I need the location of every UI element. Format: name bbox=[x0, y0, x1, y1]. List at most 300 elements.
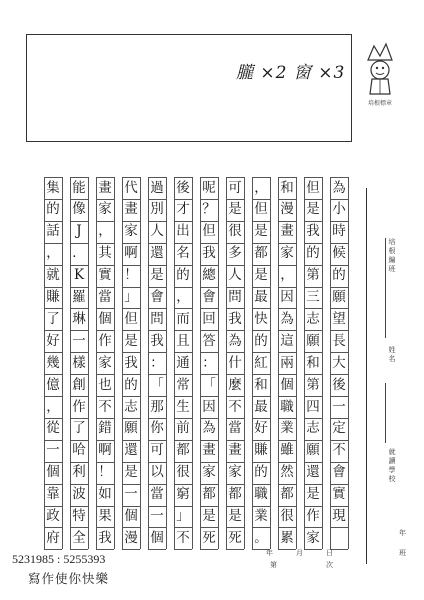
grid-line bbox=[166, 177, 167, 549]
essay-char: K bbox=[73, 267, 85, 284]
grid-line bbox=[122, 549, 140, 550]
essay-char: ． bbox=[72, 245, 86, 262]
essay-char: 話 bbox=[46, 223, 60, 240]
essay-char: 為 bbox=[202, 420, 216, 437]
grid-line bbox=[330, 396, 348, 397]
grid-line bbox=[96, 352, 114, 353]
grid-line bbox=[44, 440, 62, 441]
grid-line bbox=[96, 287, 114, 288]
essay-char: 志 bbox=[306, 420, 320, 437]
essay-char: 能 bbox=[72, 179, 86, 196]
grid-line bbox=[226, 440, 244, 441]
grid-line bbox=[226, 506, 244, 507]
essay-char: 當 bbox=[98, 289, 112, 305]
grid-line bbox=[252, 308, 270, 309]
essay-char: ： bbox=[202, 354, 216, 371]
essay-char: 樣 bbox=[72, 354, 86, 371]
grid-line bbox=[148, 221, 166, 222]
grid-line bbox=[200, 374, 218, 375]
essay-char: 長 bbox=[332, 332, 346, 349]
grid-line bbox=[174, 352, 192, 353]
grid-line bbox=[200, 199, 218, 200]
grid-line bbox=[44, 221, 62, 222]
footer-month: 月 bbox=[296, 549, 303, 557]
grid-line bbox=[174, 396, 192, 397]
essay-char: 最 bbox=[254, 289, 268, 305]
grid-line bbox=[70, 506, 88, 507]
essay-char: 作 bbox=[306, 508, 320, 524]
essay-char: 前 bbox=[176, 420, 190, 437]
essay-char: 創 bbox=[72, 376, 86, 393]
grid-line bbox=[304, 440, 322, 441]
grid-line bbox=[278, 330, 296, 331]
grid-line bbox=[200, 527, 218, 528]
essay-char: 死 bbox=[228, 529, 242, 546]
essay-char: 和 bbox=[280, 179, 294, 196]
grid-line bbox=[322, 177, 323, 549]
essay-char: 且 bbox=[176, 332, 190, 349]
essay-char: ， bbox=[254, 179, 268, 196]
grid-line bbox=[200, 221, 218, 222]
grid-line bbox=[330, 177, 348, 178]
essay-char: ， bbox=[46, 398, 60, 415]
essay-char: 人 bbox=[150, 223, 164, 240]
grid-line bbox=[304, 527, 322, 528]
grid-line bbox=[174, 462, 192, 463]
essay-char: 生 bbox=[176, 398, 190, 415]
essay-char: 一 bbox=[124, 486, 138, 503]
essay-char: 全 bbox=[72, 529, 86, 546]
grid-line bbox=[278, 396, 296, 397]
grid-line bbox=[148, 243, 166, 244]
comment-box bbox=[26, 34, 352, 142]
essay-char: 個 bbox=[150, 529, 164, 546]
essay-char: 的 bbox=[124, 376, 138, 393]
grid-line bbox=[200, 484, 218, 485]
grid-line bbox=[200, 287, 218, 288]
grid-line bbox=[44, 549, 62, 550]
essay-char: 願 bbox=[306, 332, 320, 349]
essay-char: 當 bbox=[150, 486, 164, 503]
essay-char: 兩 bbox=[280, 354, 294, 371]
essay-char: 為 bbox=[332, 179, 346, 196]
essay-char: 億 bbox=[46, 376, 60, 393]
grid-line bbox=[70, 308, 88, 309]
grid-line bbox=[226, 308, 244, 309]
essay-char: 最 bbox=[254, 398, 268, 415]
grid-line bbox=[122, 418, 140, 419]
essay-char: ， bbox=[280, 267, 294, 284]
slogan: 寫作使你快樂 bbox=[28, 571, 110, 586]
grid-line bbox=[278, 265, 296, 266]
essay-char: 漫 bbox=[280, 201, 294, 218]
grid-line bbox=[330, 418, 348, 419]
essay-char: 代 bbox=[124, 179, 138, 196]
essay-char: 「 bbox=[202, 376, 216, 393]
grid-line bbox=[148, 199, 166, 200]
grid-line bbox=[70, 352, 88, 353]
essay-char: 才 bbox=[176, 201, 190, 218]
grid-line bbox=[278, 199, 296, 200]
grid-line bbox=[174, 265, 192, 266]
essay-char: 職 bbox=[280, 398, 294, 415]
essay-char: 都 bbox=[176, 442, 190, 459]
essay-char: 總 bbox=[202, 267, 216, 284]
info-panel bbox=[366, 188, 407, 564]
essay-char: 的 bbox=[254, 464, 268, 481]
essay-char: 很 bbox=[280, 508, 294, 524]
phone-numbers: 5231985 : 5255393 bbox=[12, 552, 106, 566]
grid-line bbox=[44, 308, 62, 309]
essay-char: 是 bbox=[124, 332, 138, 349]
essay-char: 三 bbox=[306, 289, 320, 305]
grid-line bbox=[122, 484, 140, 485]
essay-char: 都 bbox=[202, 486, 216, 503]
essay-char: 定 bbox=[332, 420, 346, 437]
essay-char: 出 bbox=[176, 223, 190, 240]
essay-char: ： bbox=[150, 354, 164, 371]
essay-char: ！ bbox=[98, 464, 112, 481]
essay-char: 職 bbox=[254, 486, 268, 503]
writing-grid bbox=[44, 177, 356, 550]
essay-char: 志 bbox=[306, 310, 320, 327]
grid-line bbox=[226, 418, 244, 419]
essay-char: 時 bbox=[332, 223, 346, 240]
essay-char: 快 bbox=[254, 310, 268, 327]
essay-char: 畫 bbox=[124, 201, 138, 218]
grid-line bbox=[122, 396, 140, 397]
grid-line bbox=[122, 527, 140, 528]
essay-char: 都 bbox=[228, 486, 242, 503]
grid-line bbox=[96, 506, 114, 507]
grid-line bbox=[252, 221, 270, 222]
essay-char: 麼 bbox=[228, 376, 242, 393]
grid-line bbox=[304, 265, 322, 266]
grid-line bbox=[114, 177, 115, 549]
grid-line bbox=[96, 308, 114, 309]
grid-line bbox=[122, 308, 140, 309]
grid-line bbox=[88, 177, 89, 549]
essay-char: 如 bbox=[98, 486, 112, 503]
essay-char: 我 bbox=[124, 354, 138, 371]
grid-line bbox=[330, 440, 348, 441]
grid-line bbox=[304, 418, 322, 419]
essay-char: 別 bbox=[150, 201, 164, 218]
essay-char: 個 bbox=[46, 464, 60, 481]
essay-char: 會 bbox=[202, 289, 216, 305]
grid-line bbox=[330, 199, 348, 200]
grid-line bbox=[122, 221, 140, 222]
essay-char: 是 bbox=[228, 508, 242, 524]
grid-line bbox=[278, 506, 296, 507]
grid-line bbox=[304, 221, 322, 222]
essay-char: 不 bbox=[332, 442, 346, 459]
grid-line bbox=[304, 462, 322, 463]
essay-char: ， bbox=[176, 289, 190, 305]
grid-line bbox=[226, 527, 244, 528]
grid-line bbox=[226, 462, 244, 463]
name-label: 姓名 bbox=[388, 346, 396, 364]
essay-char: 問 bbox=[150, 310, 164, 327]
essay-char: 你 bbox=[150, 420, 164, 437]
grid-line bbox=[304, 506, 322, 507]
stamp-label: 培根標章 bbox=[367, 100, 392, 107]
essay-char: 的 bbox=[306, 245, 320, 262]
grid-line bbox=[304, 330, 322, 331]
grid-line bbox=[200, 462, 218, 463]
grid-line bbox=[96, 177, 114, 178]
essay-char: 果 bbox=[98, 508, 112, 524]
essay-char: 什 bbox=[228, 354, 242, 371]
essay-char: 就 bbox=[46, 267, 60, 284]
grid-line bbox=[330, 484, 348, 485]
grid-line bbox=[252, 287, 270, 288]
essay-char: 個 bbox=[124, 508, 138, 524]
grid-line bbox=[330, 243, 348, 244]
essay-char: 一 bbox=[46, 442, 60, 459]
grid-line bbox=[70, 549, 88, 550]
essay-char: 的 bbox=[176, 267, 190, 284]
grid-line bbox=[140, 177, 141, 549]
essay-char: 為 bbox=[228, 332, 242, 349]
essay-char: 的 bbox=[46, 201, 60, 218]
class-label: 班 bbox=[399, 549, 406, 557]
grid-line bbox=[330, 374, 348, 375]
grid-line bbox=[70, 396, 88, 397]
grid-line bbox=[44, 374, 62, 375]
essay-char: ！ bbox=[124, 267, 138, 284]
grid-line bbox=[70, 418, 88, 419]
essay-char: 啊 bbox=[124, 245, 138, 262]
essay-char: 畫 bbox=[98, 179, 112, 196]
grid-line bbox=[200, 308, 218, 309]
essay-char: 是 bbox=[306, 201, 320, 218]
grid-line bbox=[330, 506, 348, 507]
grid-line bbox=[44, 177, 62, 178]
essay-char: ， bbox=[46, 245, 60, 262]
essay-char: 作 bbox=[98, 332, 112, 349]
essay-char: 願 bbox=[124, 420, 138, 437]
grid-line bbox=[226, 243, 244, 244]
essay-char: 也 bbox=[98, 376, 112, 393]
grid-line bbox=[330, 330, 348, 331]
grid-line bbox=[174, 199, 192, 200]
grid-line bbox=[44, 527, 62, 528]
essay-char: 望 bbox=[332, 310, 346, 327]
grid-line bbox=[252, 199, 270, 200]
teacher-comment: 朧 ×2 窗 ×3 bbox=[236, 63, 346, 83]
grid-line bbox=[252, 330, 270, 331]
essay-char: 都 bbox=[254, 245, 268, 262]
grid-line bbox=[122, 462, 140, 463]
essay-char: 我 bbox=[306, 223, 320, 240]
essay-char: 個 bbox=[98, 310, 112, 327]
essay-char: 但 bbox=[254, 201, 268, 218]
grid-line bbox=[278, 221, 296, 222]
grid-line bbox=[44, 484, 62, 485]
essay-char: 會 bbox=[332, 464, 346, 481]
grid-line bbox=[278, 440, 296, 441]
grid-line bbox=[200, 177, 218, 178]
grid-line bbox=[252, 506, 270, 507]
essay-char: 哈 bbox=[72, 442, 86, 459]
essay-char: 羅 bbox=[72, 289, 86, 305]
essay-char: 其 bbox=[98, 245, 112, 262]
grid-line bbox=[174, 177, 192, 178]
essay-char: 願 bbox=[332, 289, 346, 305]
essay-char: 好 bbox=[46, 332, 60, 349]
grid-line bbox=[148, 418, 166, 419]
grid-line bbox=[226, 396, 244, 397]
essay-char: 志 bbox=[124, 398, 138, 415]
essay-char: 畫 bbox=[228, 442, 242, 459]
grid-line bbox=[44, 265, 62, 266]
grid-line bbox=[252, 462, 270, 463]
essay-char: 我 bbox=[202, 245, 216, 262]
grid-line bbox=[70, 484, 88, 485]
essay-char: 會 bbox=[150, 289, 164, 305]
grid-line bbox=[174, 308, 192, 309]
grid-line bbox=[304, 352, 322, 353]
grid-line bbox=[192, 177, 193, 549]
essay-char: 賺 bbox=[46, 289, 60, 305]
essay-char: 但 bbox=[306, 179, 320, 196]
essay-char: 是 bbox=[306, 486, 320, 503]
grid-line bbox=[174, 506, 192, 507]
essay-char: 和 bbox=[254, 376, 268, 393]
grid-line bbox=[200, 330, 218, 331]
grid-line bbox=[252, 440, 270, 441]
grid-line bbox=[70, 243, 88, 244]
grid-line bbox=[200, 549, 218, 550]
grid-line bbox=[70, 287, 88, 288]
essay-char: 通 bbox=[176, 354, 190, 371]
essay-char: 我 bbox=[228, 310, 242, 327]
essay-char: 賺 bbox=[254, 442, 268, 459]
essay-char: 現 bbox=[332, 508, 346, 524]
grid-line bbox=[70, 221, 88, 222]
grid-line bbox=[174, 374, 192, 375]
grid-line bbox=[70, 265, 88, 266]
grid-line bbox=[44, 506, 62, 507]
grid-line bbox=[44, 243, 62, 244]
grid-line bbox=[148, 484, 166, 485]
essay-char: 一 bbox=[150, 508, 164, 524]
essay-char: 然 bbox=[280, 464, 294, 481]
stamp-icon bbox=[360, 38, 400, 98]
essay-char: 是 bbox=[150, 267, 164, 284]
essay-char: 可 bbox=[150, 442, 164, 459]
essay-char: 第 bbox=[306, 376, 320, 393]
footer-count: 次 bbox=[326, 561, 333, 569]
essay-char: 因 bbox=[202, 398, 216, 415]
grid-line bbox=[226, 199, 244, 200]
essay-char: 四 bbox=[306, 398, 320, 415]
grid-line bbox=[330, 265, 348, 266]
essay-char: 的 bbox=[332, 267, 346, 284]
grid-line bbox=[174, 549, 192, 550]
essay-char: 一 bbox=[332, 398, 346, 415]
grid-line bbox=[330, 221, 348, 222]
essay-char: 個 bbox=[280, 376, 294, 393]
grid-line bbox=[148, 352, 166, 353]
grid-line bbox=[70, 330, 88, 331]
essay-char: 是 bbox=[254, 267, 268, 284]
grid-line bbox=[122, 374, 140, 375]
essay-char: 特 bbox=[72, 508, 86, 524]
grid-line bbox=[174, 527, 192, 528]
essay-char: 靠 bbox=[46, 486, 60, 503]
grid-line bbox=[330, 462, 348, 463]
essay-char: 我 bbox=[150, 332, 164, 349]
essay-char: 集 bbox=[46, 179, 60, 196]
grid-line bbox=[200, 396, 218, 397]
grid-line bbox=[252, 177, 270, 178]
essay-char: 不 bbox=[228, 398, 242, 415]
grid-line bbox=[96, 396, 114, 397]
essay-char: 但 bbox=[124, 310, 138, 327]
essay-char: 波 bbox=[72, 486, 86, 503]
essay-char: 很 bbox=[228, 223, 242, 240]
grid-line bbox=[96, 221, 114, 222]
essay-char: 府 bbox=[46, 529, 60, 546]
essay-char: 過 bbox=[150, 179, 164, 196]
grid-line bbox=[70, 527, 88, 528]
grid-line bbox=[122, 177, 140, 178]
essay-char: 我 bbox=[98, 529, 112, 546]
grid-line bbox=[44, 462, 62, 463]
essay-char: 家 bbox=[124, 223, 138, 240]
grid-line bbox=[148, 330, 166, 331]
essay-char: 那 bbox=[150, 398, 164, 415]
essay-char: 實 bbox=[332, 486, 346, 503]
essay-char: 雖 bbox=[280, 442, 294, 459]
grid-line bbox=[330, 308, 348, 309]
essay-char: 窮 bbox=[176, 486, 190, 503]
grid-line bbox=[96, 440, 114, 441]
essay-char: 是 bbox=[202, 508, 216, 524]
grid-line bbox=[252, 418, 270, 419]
essay-char: 後 bbox=[332, 376, 346, 393]
grid-line bbox=[44, 330, 62, 331]
essay-char: 呢 bbox=[202, 179, 216, 196]
grid-line bbox=[278, 484, 296, 485]
essay-char: 利 bbox=[72, 464, 86, 481]
essay-char: 以 bbox=[150, 464, 164, 481]
essay-char: 業 bbox=[254, 508, 268, 524]
grid-line bbox=[304, 484, 322, 485]
name-line bbox=[385, 383, 386, 443]
grid-line bbox=[122, 330, 140, 331]
essay-char: 死 bbox=[202, 529, 216, 546]
essay-char: 業 bbox=[280, 420, 294, 437]
essay-char: 問 bbox=[228, 289, 242, 305]
grid-line bbox=[252, 352, 270, 353]
grid-line bbox=[252, 484, 270, 485]
essay-char: 還 bbox=[150, 245, 164, 262]
grid-line bbox=[70, 199, 88, 200]
grid-line bbox=[304, 549, 322, 550]
grid-line bbox=[44, 352, 62, 353]
grid-line bbox=[122, 352, 140, 353]
grid-line bbox=[278, 418, 296, 419]
grid-line bbox=[252, 243, 270, 244]
grid-line bbox=[62, 177, 63, 549]
grid-line bbox=[148, 527, 166, 528]
grid-line bbox=[174, 243, 192, 244]
essay-char: 當 bbox=[228, 420, 242, 437]
essay-char: 而 bbox=[176, 310, 190, 327]
